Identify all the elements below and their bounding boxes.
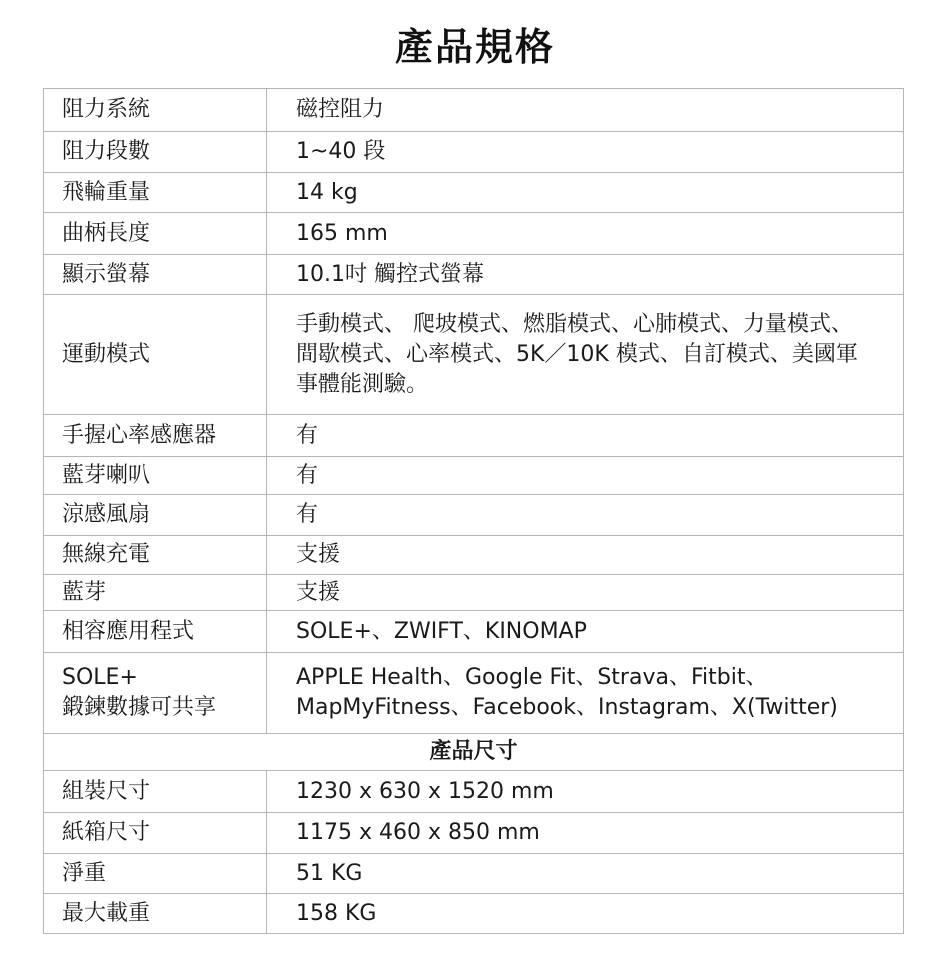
table-row bbox=[44, 89, 904, 132]
spec-label-line: SOLE+ bbox=[62, 665, 138, 690]
table-row bbox=[44, 854, 904, 894]
spec-label: 藍芽 bbox=[44, 575, 267, 611]
spec-value bbox=[267, 653, 904, 734]
spec-value: 有 bbox=[267, 415, 904, 457]
table-row bbox=[44, 894, 904, 934]
spec-label: 顯示螢幕 bbox=[44, 255, 267, 295]
spec-value: 165 mm bbox=[267, 213, 904, 255]
spec-label: 組裝尺寸 bbox=[44, 771, 267, 813]
table-row bbox=[44, 575, 904, 611]
spec-label: 最大載重 bbox=[44, 894, 267, 934]
spec-label: 阻力段數 bbox=[44, 132, 267, 173]
table-row bbox=[44, 457, 904, 495]
spec-label: 涼感風扇 bbox=[44, 495, 267, 536]
spec-label: 藍芽喇叭 bbox=[44, 457, 267, 495]
spec-value-line: 事體能測驗。 bbox=[296, 371, 429, 397]
spec-label: 阻力系統 bbox=[44, 89, 267, 132]
spec-value: 1230 x 630 x 1520 mm bbox=[267, 771, 904, 813]
spec-value: 磁控阻力 bbox=[267, 89, 904, 132]
table-row bbox=[44, 536, 904, 575]
spec-label: 曲柄長度 bbox=[44, 213, 267, 255]
page-title: 產品規格 bbox=[394, 25, 555, 69]
table-row bbox=[44, 653, 904, 734]
spec-value bbox=[267, 295, 904, 415]
spec-value-line: APPLE Health、Google Fit、Strava、Fitbit、 bbox=[296, 665, 768, 690]
spec-label: 運動模式 bbox=[44, 295, 267, 415]
table-row bbox=[44, 173, 904, 213]
spec-table bbox=[43, 88, 904, 934]
spec-value: 10.1吋 觸控式螢幕 bbox=[267, 255, 904, 295]
spec-label: 淨重 bbox=[44, 854, 267, 894]
spec-label: 飛輪重量 bbox=[44, 173, 267, 213]
spec-label: 紙箱尺寸 bbox=[44, 813, 267, 854]
spec-value-line: MapMyFitness、Facebook、Instagram、X(Twitter) bbox=[296, 695, 838, 720]
spec-label bbox=[44, 653, 267, 734]
table-row bbox=[44, 611, 904, 653]
table-row bbox=[44, 295, 904, 415]
table-row bbox=[44, 213, 904, 255]
spec-value: 51 KG bbox=[267, 854, 904, 894]
spec-value-line: 間歇模式、心率模式、5K／10K 模式、自訂模式、美國軍 bbox=[296, 341, 858, 367]
section-header: 產品尺寸 bbox=[44, 734, 904, 771]
table-row bbox=[44, 495, 904, 536]
spec-value: 支援 bbox=[267, 575, 904, 611]
table-row bbox=[44, 132, 904, 173]
spec-value: 有 bbox=[267, 495, 904, 536]
spec-value: 有 bbox=[267, 457, 904, 495]
table-row bbox=[44, 813, 904, 854]
spec-value: 1175 x 460 x 850 mm bbox=[267, 813, 904, 854]
spec-label-line: 鍛鍊數據可共享 bbox=[62, 695, 217, 720]
spec-label: 手握心率感應器 bbox=[44, 415, 267, 457]
table-row bbox=[44, 415, 904, 457]
spec-label: 無線充電 bbox=[44, 536, 267, 575]
section-header-row bbox=[44, 734, 904, 771]
spec-value: 158 KG bbox=[267, 894, 904, 934]
table-row bbox=[44, 771, 904, 813]
spec-value-line: 手動模式、 爬坡模式、燃脂模式、心肺模式、力量模式、 bbox=[296, 311, 853, 337]
spec-value: 14 kg bbox=[267, 173, 904, 213]
table-row bbox=[44, 255, 904, 295]
spec-value: 1~40 段 bbox=[267, 132, 904, 173]
spec-value: SOLE+、ZWIFT、KINOMAP bbox=[267, 611, 904, 653]
spec-label: 相容應用程式 bbox=[44, 611, 267, 653]
spec-value: 支援 bbox=[267, 536, 904, 575]
